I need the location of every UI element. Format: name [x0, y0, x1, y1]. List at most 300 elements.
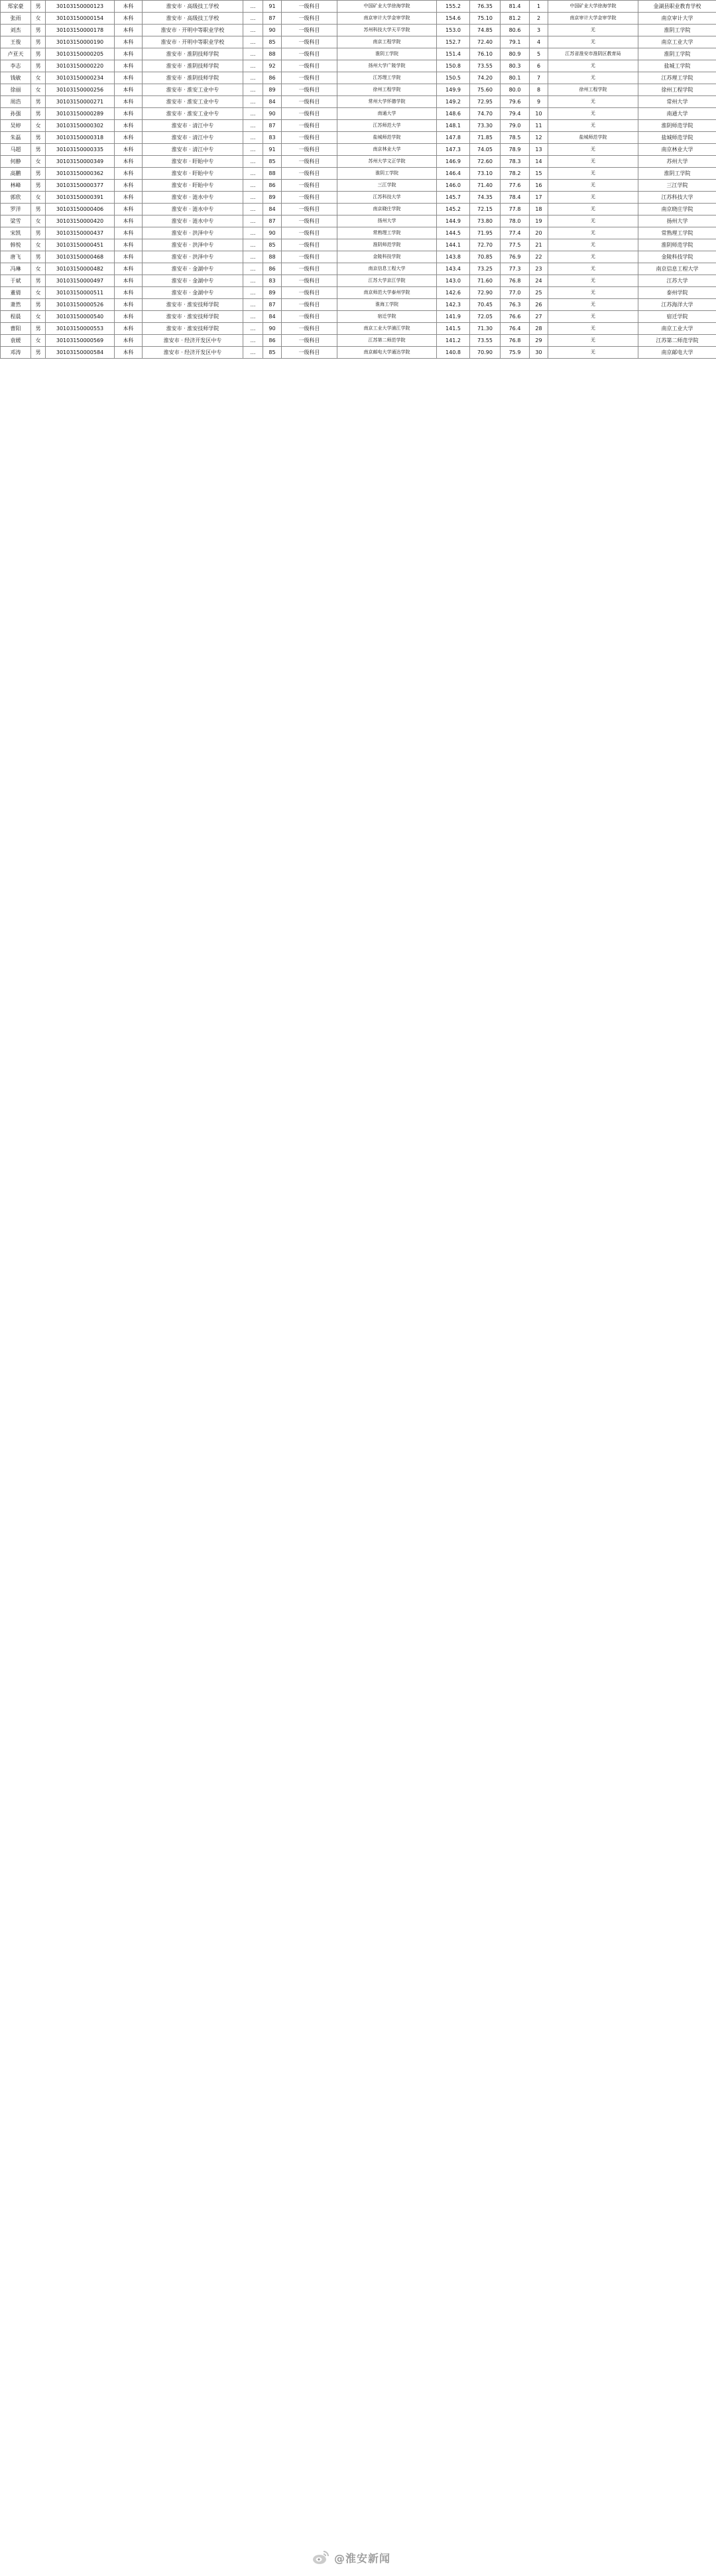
table-cell: 77.5 [501, 239, 530, 251]
table-cell: 淮阴工学院 [638, 168, 716, 180]
results-table [0, 0, 716, 359]
table-cell: 154.6 [437, 13, 470, 25]
table-cell: 78.3 [501, 156, 530, 168]
table-cell: 本科 [115, 60, 143, 72]
table-cell: 74.70 [470, 108, 501, 120]
table-cell: 无 [548, 263, 638, 275]
table-cell: … [243, 275, 263, 287]
table-cell: 73.30 [470, 120, 501, 132]
table-cell: 70.85 [470, 251, 501, 263]
table-cell: 本科 [115, 36, 143, 48]
table-cell: 30103150000318 [46, 132, 115, 144]
table-cell: 79.4 [501, 108, 530, 120]
table-cell: 5 [530, 48, 548, 60]
table-cell: … [243, 96, 263, 108]
table-cell: 25 [530, 287, 548, 299]
table-cell: 无 [548, 36, 638, 48]
table-cell: 徐州工程学院 [548, 84, 638, 96]
table-cell: 30103150000289 [46, 108, 115, 120]
table-cell: 150.5 [437, 72, 470, 84]
table-cell: 一级科目 [282, 84, 337, 96]
table-cell: 无 [548, 168, 638, 180]
table-cell: … [243, 36, 263, 48]
table-cell: 一级科目 [282, 96, 337, 108]
table-cell: 148.6 [437, 108, 470, 120]
table-cell: 无 [548, 299, 638, 311]
table-cell: 常熟理工学院 [337, 227, 437, 239]
table-cell: 淮安市 · 盱眙中专 [143, 156, 243, 168]
table-cell: 本科 [115, 204, 143, 215]
table-cell: … [243, 299, 263, 311]
table-cell: 30103150000123 [46, 1, 115, 13]
table-cell: 一级科目 [282, 347, 337, 359]
table-cell: 86 [263, 263, 282, 275]
table-cell: 76.35 [470, 1, 501, 13]
table-row [1, 180, 716, 192]
table-cell: 淮安市 · 淮阴技师学院 [143, 48, 243, 60]
table-cell: 宿迁学院 [337, 311, 437, 323]
table-cell: 本科 [115, 251, 143, 263]
table-cell: … [243, 287, 263, 299]
table-cell: 淮安市 · 开明中等职业学校 [143, 25, 243, 36]
table-cell: 本科 [115, 192, 143, 204]
table-cell: 朱磊 [1, 132, 31, 144]
table-cell: 9 [530, 96, 548, 108]
table-cell: 71.85 [470, 132, 501, 144]
table-cell: 女 [31, 13, 46, 25]
table-cell: 三江学院 [337, 180, 437, 192]
table-cell: 淮安市 · 清江中专 [143, 132, 243, 144]
table-cell: 淮安市 · 经济开发区中专 [143, 335, 243, 347]
table-cell: 70.90 [470, 347, 501, 359]
table-cell: 盐城工学院 [638, 60, 716, 72]
table-cell: 78.4 [501, 192, 530, 204]
table-cell: 11 [530, 120, 548, 132]
table-cell: 89 [263, 192, 282, 204]
table-cell: 南京工业大学 [638, 36, 716, 48]
table-cell: 73.55 [470, 335, 501, 347]
table-cell: 淮安市 · 经济开发区中专 [143, 347, 243, 359]
table-cell: 南京晓庄学院 [638, 204, 716, 215]
table-cell: 90 [263, 323, 282, 335]
table-cell: 本科 [115, 96, 143, 108]
table-cell: 无 [548, 323, 638, 335]
table-cell: … [243, 144, 263, 156]
table-cell: 南京工业大学 [638, 323, 716, 335]
table-cell: 卢亚天 [1, 48, 31, 60]
table-cell: 淮阴师范学院 [638, 120, 716, 132]
table-cell: 71.60 [470, 275, 501, 287]
table-row [1, 311, 716, 323]
table-cell: 78.2 [501, 168, 530, 180]
table-row [1, 132, 716, 144]
table-cell: 73.80 [470, 215, 501, 227]
table-cell: 梁雪 [1, 215, 31, 227]
table-cell: 74.35 [470, 192, 501, 204]
table-cell: 郭欣 [1, 192, 31, 204]
table-cell: 79.0 [501, 120, 530, 132]
table-cell: 苏州大学 [638, 156, 716, 168]
table-cell: 79.1 [501, 36, 530, 48]
table-cell: 76.6 [501, 311, 530, 323]
table-row [1, 144, 716, 156]
table-cell: 一级科目 [282, 1, 337, 13]
table-cell: 79.6 [501, 96, 530, 108]
table-cell: 男 [31, 299, 46, 311]
table-cell: 30103150000256 [46, 84, 115, 96]
table-cell: 淮安市 · 清江中专 [143, 120, 243, 132]
table-cell: … [243, 215, 263, 227]
table-cell: 女 [31, 239, 46, 251]
table-cell: 南京师范大学泰州学院 [337, 287, 437, 299]
table-cell: 淮安市 · 淮安工业中专 [143, 84, 243, 96]
table-cell: 一级科目 [282, 108, 337, 120]
table-cell: 77.4 [501, 227, 530, 239]
table-row [1, 72, 716, 84]
table-cell: 144.9 [437, 215, 470, 227]
table-cell: … [243, 108, 263, 120]
table-cell: 72.95 [470, 96, 501, 108]
table-cell: 7 [530, 72, 548, 84]
table-cell: 13 [530, 144, 548, 156]
table-cell: 88 [263, 251, 282, 263]
table-cell: 本科 [115, 347, 143, 359]
table-cell: 71.30 [470, 323, 501, 335]
table-cell: 本科 [115, 1, 143, 13]
table-cell: 曹阳 [1, 323, 31, 335]
table-cell: 一级科目 [282, 263, 337, 275]
table-cell: 83 [263, 275, 282, 287]
table-cell: 林峰 [1, 180, 31, 192]
table-cell: 男 [31, 144, 46, 156]
table-cell: 30103150000362 [46, 168, 115, 180]
table-row [1, 120, 716, 132]
table-cell: 80.6 [501, 25, 530, 36]
table-cell: 高鹏 [1, 168, 31, 180]
table-cell: 一级科目 [282, 36, 337, 48]
table-cell: 淮阴工学院 [337, 48, 437, 60]
table-cell: 南京工程学院 [337, 36, 437, 48]
table-cell: 程晨 [1, 311, 31, 323]
table-cell: 143.8 [437, 251, 470, 263]
table-row [1, 323, 716, 335]
table-cell: 27 [530, 311, 548, 323]
table-cell: 罗洋 [1, 204, 31, 215]
table-cell: 徐州工程学院 [337, 84, 437, 96]
table-row [1, 251, 716, 263]
table-cell: 南京信息工程大学 [638, 263, 716, 275]
table-cell: 本科 [115, 144, 143, 156]
table-cell: 一级科目 [282, 323, 337, 335]
table-cell: 24 [530, 275, 548, 287]
table-cell: … [243, 239, 263, 251]
table-cell: 女 [31, 335, 46, 347]
table-cell: 85 [263, 239, 282, 251]
table-cell: 一级科目 [282, 227, 337, 239]
table-cell: 淮安市 · 金湖中专 [143, 275, 243, 287]
table-cell: 153.0 [437, 25, 470, 36]
table-cell: 30103150000553 [46, 323, 115, 335]
table-cell: 女 [31, 192, 46, 204]
table-cell: 74.85 [470, 25, 501, 36]
table-cell: 86 [263, 72, 282, 84]
table-cell: 91 [263, 1, 282, 13]
table-cell: 87 [263, 299, 282, 311]
table-cell: 30103150000154 [46, 13, 115, 25]
table-cell: 淮阴工学院 [638, 48, 716, 60]
table-cell: 淮安市 · 清江中专 [143, 144, 243, 156]
table-row [1, 84, 716, 96]
table-cell: 30103150000335 [46, 144, 115, 156]
table-cell: 江苏师范大学 [337, 120, 437, 132]
table-cell: 152.7 [437, 36, 470, 48]
table-cell: 8 [530, 84, 548, 96]
table-cell: 淮安市 · 淮安技师学院 [143, 311, 243, 323]
table-cell: 女 [31, 120, 46, 132]
table-cell: 无 [548, 192, 638, 204]
table-row [1, 108, 716, 120]
table-cell: 本科 [115, 227, 143, 239]
table-cell: 无 [548, 72, 638, 84]
table-cell: 宋凯 [1, 227, 31, 239]
table-cell: … [243, 156, 263, 168]
table-cell: 常熟理工学院 [638, 227, 716, 239]
table-cell: 盐城师范学院 [337, 132, 437, 144]
table-cell: 85 [263, 347, 282, 359]
table-cell: … [243, 1, 263, 13]
table-cell: 淮安市 · 盱眙中专 [143, 168, 243, 180]
table-cell: 扬州大学 [337, 215, 437, 227]
table-cell: 无 [548, 311, 638, 323]
table-cell: 淮安市 · 涟水中专 [143, 215, 243, 227]
table-cell: 一级科目 [282, 48, 337, 60]
table-cell: 本科 [115, 25, 143, 36]
table-cell: 无 [548, 156, 638, 168]
table-cell: … [243, 48, 263, 60]
table-cell: 30103150000302 [46, 120, 115, 132]
table-cell: 淮阴师范学院 [337, 239, 437, 251]
table-cell: 于斌 [1, 275, 31, 287]
table-cell: 151.4 [437, 48, 470, 60]
table-row [1, 204, 716, 215]
table-cell: 江苏科技大学 [337, 192, 437, 204]
table-cell: 146.0 [437, 180, 470, 192]
table-row [1, 25, 716, 36]
table-cell: 90 [263, 25, 282, 36]
table-cell: 一级科目 [282, 60, 337, 72]
table-cell: 本科 [115, 275, 143, 287]
table-cell: 30103150000511 [46, 287, 115, 299]
table-cell: 一级科目 [282, 311, 337, 323]
table-cell: 1 [530, 1, 548, 13]
table-row [1, 156, 716, 168]
table-cell: … [243, 180, 263, 192]
table-cell: 90 [263, 227, 282, 239]
table-cell: 81.4 [501, 1, 530, 13]
table-cell: 146.4 [437, 168, 470, 180]
table-cell: 4 [530, 36, 548, 48]
table-cell: 144.5 [437, 227, 470, 239]
table-cell: 本科 [115, 120, 143, 132]
table-cell: 84 [263, 204, 282, 215]
table-cell: 86 [263, 180, 282, 192]
table-cell: … [243, 168, 263, 180]
table-cell: 淮安市 · 金湖中专 [143, 263, 243, 275]
table-row [1, 299, 716, 311]
table-cell: 一级科目 [282, 180, 337, 192]
table-cell: 扬州大学 [638, 215, 716, 227]
table-cell: 26 [530, 299, 548, 311]
table-cell: 男 [31, 96, 46, 108]
table-cell: 16 [530, 180, 548, 192]
table-cell: 一级科目 [282, 25, 337, 36]
table-cell: 30103150000437 [46, 227, 115, 239]
table-cell: 30103150000584 [46, 347, 115, 359]
table-cell: 30103150000468 [46, 251, 115, 263]
table-cell: 江苏大学京江学院 [337, 275, 437, 287]
table-row [1, 335, 716, 347]
table-cell: 金湖县职业教育学校 [638, 1, 716, 13]
table-cell: 89 [263, 84, 282, 96]
table-cell: 10 [530, 108, 548, 120]
table-cell: 本科 [115, 239, 143, 251]
table-cell: … [243, 204, 263, 215]
table-cell: 男 [31, 36, 46, 48]
table-cell: 本科 [115, 215, 143, 227]
table-cell: 72.90 [470, 287, 501, 299]
table-cell: 郑家豪 [1, 1, 31, 13]
table-cell: 淮安市 · 淮安工业中专 [143, 96, 243, 108]
table-cell: 金陵科技学院 [337, 251, 437, 263]
table-cell: 宿迁学院 [638, 311, 716, 323]
table-cell: 83 [263, 132, 282, 144]
table-cell: 81.2 [501, 13, 530, 25]
table-cell: 30103150000569 [46, 335, 115, 347]
watermark [312, 2546, 418, 2569]
table-cell: 本科 [115, 48, 143, 60]
table-cell: 23 [530, 263, 548, 275]
table-cell: 71.95 [470, 227, 501, 239]
table-cell: 76.8 [501, 275, 530, 287]
table-cell: 143.0 [437, 275, 470, 287]
table-cell: 一级科目 [282, 335, 337, 347]
table-cell: 无 [548, 251, 638, 263]
table-row [1, 96, 716, 108]
weibo-logo-icon [312, 2548, 330, 2567]
table-row [1, 275, 716, 287]
table-cell: 76.8 [501, 335, 530, 347]
table-cell: 江苏科技大学 [638, 192, 716, 204]
table-cell: 141.2 [437, 335, 470, 347]
table-cell: … [243, 25, 263, 36]
table-cell: 140.8 [437, 347, 470, 359]
table-row [1, 347, 716, 359]
table-row [1, 287, 716, 299]
table-cell: 3 [530, 25, 548, 36]
table-cell: 87 [263, 120, 282, 132]
table-cell: 一级科目 [282, 204, 337, 215]
table-cell: 76.4 [501, 323, 530, 335]
table-cell: 男 [31, 251, 46, 263]
table-cell: 84 [263, 96, 282, 108]
table-cell: 30103150000178 [46, 25, 115, 36]
table-cell: … [243, 335, 263, 347]
results-sheet [0, 0, 716, 359]
table-cell: 男 [31, 347, 46, 359]
table-cell: 南京审计大学金审学院 [548, 13, 638, 25]
table-cell: 南京邮电大学通达学院 [337, 347, 437, 359]
table-cell: 75.60 [470, 84, 501, 96]
table-cell: 江苏省淮安市淮阴区教育局 [548, 48, 638, 60]
table-cell: 142.3 [437, 299, 470, 311]
table-cell: 无 [548, 275, 638, 287]
table-cell: 85 [263, 156, 282, 168]
table-cell: 董倩 [1, 287, 31, 299]
table-cell: 72.15 [470, 204, 501, 215]
table-cell: 150.8 [437, 60, 470, 72]
table-row [1, 48, 716, 60]
table-cell: 72.40 [470, 36, 501, 48]
table-cell: 149.2 [437, 96, 470, 108]
table-cell: 女 [31, 263, 46, 275]
table-row [1, 192, 716, 204]
table-cell: 扬州大学广陵学院 [337, 60, 437, 72]
table-body [1, 1, 716, 359]
table-row [1, 168, 716, 180]
table-cell: 141.9 [437, 311, 470, 323]
table-cell: 70.45 [470, 299, 501, 311]
table-cell: 144.1 [437, 239, 470, 251]
table-cell: 72.70 [470, 239, 501, 251]
table-cell: 南京信息工程大学 [337, 263, 437, 275]
table-cell: 21 [530, 239, 548, 251]
table-cell: 淮阴工学院 [337, 168, 437, 180]
table-cell: 南京工业大学浦江学院 [337, 323, 437, 335]
table-cell: 本科 [115, 168, 143, 180]
table-cell: 南通大学 [337, 108, 437, 120]
table-cell: 80.3 [501, 60, 530, 72]
table-cell: 73.10 [470, 168, 501, 180]
table-cell: 韩悦 [1, 239, 31, 251]
table-cell: 本科 [115, 108, 143, 120]
table-cell: 本科 [115, 335, 143, 347]
table-cell: 一级科目 [282, 72, 337, 84]
table-cell: 78.0 [501, 215, 530, 227]
table-cell: 淮安市 · 淮阴技师学院 [143, 60, 243, 72]
table-cell: 本科 [115, 13, 143, 25]
table-cell: 淮安市 · 淮安工业中专 [143, 108, 243, 120]
table-cell: 92 [263, 60, 282, 72]
table-cell: 一级科目 [282, 168, 337, 180]
table-cell: 146.9 [437, 156, 470, 168]
table-cell: 一级科目 [282, 13, 337, 25]
table-cell: 30103150000377 [46, 180, 115, 192]
table-cell: 无 [548, 25, 638, 36]
table-cell: 淮安市 · 淮阴技师学院 [143, 72, 243, 84]
table-cell: 王俊 [1, 36, 31, 48]
table-cell: 苏州科技大学天平学院 [337, 25, 437, 36]
table-cell: 江苏理工学院 [638, 72, 716, 84]
table-cell: 74.20 [470, 72, 501, 84]
table-row [1, 215, 716, 227]
table-cell: 30103150000451 [46, 239, 115, 251]
table-cell: 一级科目 [282, 120, 337, 132]
table-row [1, 36, 716, 48]
table-cell: 78.5 [501, 132, 530, 144]
table-cell: 77.6 [501, 180, 530, 192]
table-cell: 30103150000497 [46, 275, 115, 287]
table-cell: 18 [530, 204, 548, 215]
